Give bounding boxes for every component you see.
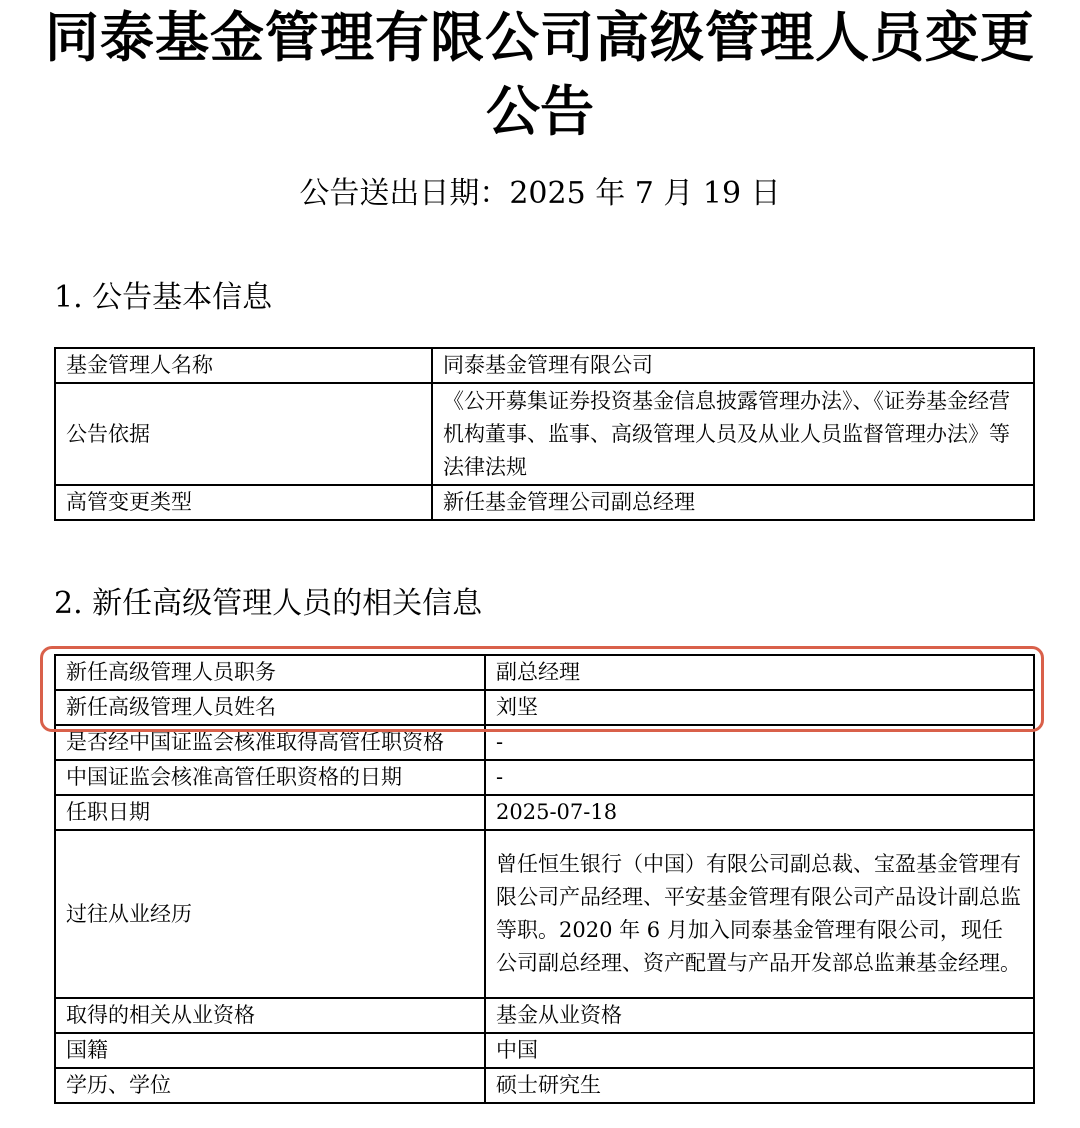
row-value: 副总经理 (485, 655, 1034, 690)
announcement-title-line1: 同泰基金管理有限公司高级管理人员变更 (45, 6, 1035, 69)
row-value: - (485, 725, 1034, 760)
row-value: 新任基金管理公司副总经理 (432, 485, 1034, 520)
announcement-date: 公告送出日期：2025 年 7 月 19 日 (299, 176, 781, 211)
row-value: 刘坚 (485, 690, 1034, 725)
row-label: 高管变更类型 (55, 485, 432, 520)
row-label: 是否经中国证监会核准取得高管任职资格 (55, 725, 485, 760)
row-label: 取得的相关从业资格 (55, 998, 485, 1033)
row-value: 曾任恒生银行（中国）有限公司副总裁、宝盈基金管理有限公司产品经理、平安基金管理有限公司产品设计副总监等职。2020 年 6 月加入同泰基金管理有限公司，现任公司副总经理、资产配置与产品开发部总监兼基金经理。 (485, 830, 1034, 998)
row-label: 新任高级管理人员职务 (55, 655, 485, 690)
section2-heading: 2. 新任高级管理人员的相关信息 (54, 586, 483, 621)
table-row (55, 383, 1034, 485)
table-row (55, 830, 1034, 998)
row-value: - (485, 760, 1034, 795)
basic-info-table (54, 347, 1035, 521)
section1-heading: 1. 公告基本信息 (54, 280, 273, 315)
table-row (55, 348, 1034, 383)
row-value: 中国 (485, 1033, 1034, 1068)
table-row (55, 485, 1034, 520)
row-label: 中国证监会核准高管任职资格的日期 (55, 760, 485, 795)
row-value: 硕士研究生 (485, 1068, 1034, 1103)
new-executive-info-table (54, 654, 1035, 1104)
row-label: 新任高级管理人员姓名 (55, 690, 485, 725)
row-label: 过往从业经历 (55, 830, 485, 998)
announcement-title-line2: 公告 (486, 80, 594, 143)
table-row (55, 725, 1034, 760)
row-value: 2025-07-18 (485, 795, 1034, 830)
table-row (55, 655, 1034, 690)
row-value: 同泰基金管理有限公司 (432, 348, 1034, 383)
row-label: 国籍 (55, 1033, 485, 1068)
table-row (55, 1068, 1034, 1103)
row-label: 基金管理人名称 (55, 348, 432, 383)
table-row (55, 998, 1034, 1033)
row-label: 公告依据 (55, 383, 432, 485)
table-row (55, 1033, 1034, 1068)
table-row (55, 760, 1034, 795)
row-value: 基金从业资格 (485, 998, 1034, 1033)
table-row (55, 690, 1034, 725)
table-row (55, 795, 1034, 830)
row-value: 《公开募集证券投资基金信息披露管理办法》、《证券基金经营机构董事、监事、高级管理人员及从业人员监督管理办法》等法律法规 (432, 383, 1034, 485)
row-label: 学历、学位 (55, 1068, 485, 1103)
row-label: 任职日期 (55, 795, 485, 830)
